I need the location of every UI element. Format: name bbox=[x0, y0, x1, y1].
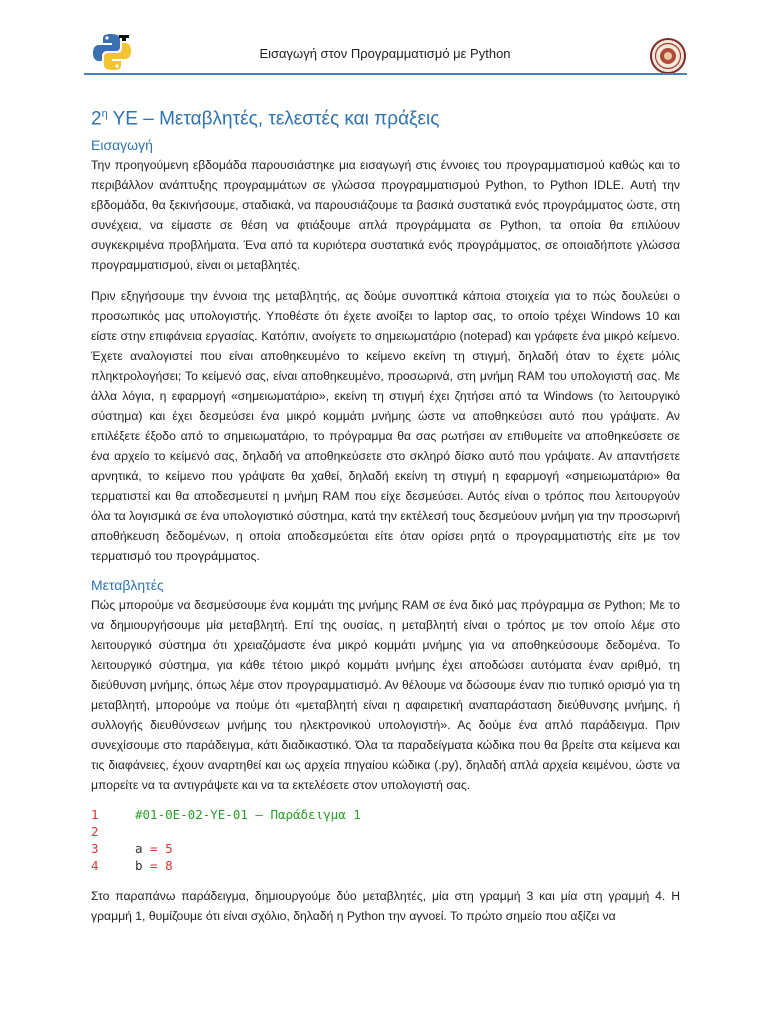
code-line bbox=[91, 857, 680, 874]
line-number: 4 bbox=[91, 858, 99, 874]
code-operator: = bbox=[150, 841, 158, 857]
header-title: Εισαγωγή στον Προγραμματισμό με Python bbox=[259, 46, 511, 61]
section-heading-variables: Μεταβλητές bbox=[91, 577, 164, 594]
code-line bbox=[91, 823, 680, 840]
code-line bbox=[91, 840, 680, 857]
line-number: 3 bbox=[91, 841, 99, 857]
paragraph: Στο παραπάνω παράδειγμα, δημιουργούμε δύο μεταβλητές, μία στη γραμμή 3 και μία στη γραμμή 4. Η γραμμή 1, θυμίζουμε ότι είναι σχόλιο, δηλαδή η Python την αγνοεί. Το πρώτο σημείο που αξίζει να bbox=[91, 889, 680, 924]
document-title: $2^\eta$ ΥΕ – Μεταβλητές, τελεστές και πράξεις bbox=[91, 108, 440, 130]
section-heading-introduction: Εισαγωγή bbox=[91, 137, 153, 154]
code-variable: b bbox=[135, 858, 143, 874]
code-line bbox=[91, 806, 680, 823]
page-header bbox=[84, 28, 686, 74]
code-operator: = bbox=[150, 858, 158, 874]
header-rule bbox=[84, 73, 687, 75]
paragraph: Πριν εξηγήσουμε την έννοια της μεταβλητής, ας δούμε συνοπτικά κάποια στοιχεία για το πώς δουλεύει ο προσωπικός μας υπολογιστής. Υποθέστε ότι έχετε ανοίξει το laptop σας, το οποίο τρέχει Windows 10 και είστε στην επιφάνεια εργασίας. Κατόπιν, ανοίγετε το σημειωματάριο (notepad) και γράφετε ένα μικρό κείμενο. Έχετε αναλογιστεί που είναι αποθηκευμένο το κείμενο εκείνη τη στιγμή, δηλαδή όταν το έχετε μόλις πληκτρολογήσει; Το κείμενό σας, είναι αποθηκευμένο, προσωρινά, στη μνήμη RAM του υπολογιστή σας. Με άλλα λόγια, η εφαρμογή «σημειωματάριο», εκείνη τη στιγμή έχει ζητήσει από τα Windows (το λειτουργικό σύστημα) και έχει δεσμεύσει ένα μικρό κομμάτι μνήμης ώστε να αποθηκεύσει αυτό που γράψατε. Αν επιλέξετε έξοδο από το σημειωματάριο, το πρόγραμμα θα σας ρωτήσει αν επιθυμείτε να αποθηκεύσετε σε ένα αρχείο το κείμενό σας, δηλαδή να αποθηκεύσετε στο σκληρό δίσκο αυτό που γράψατε. Αν απαντήσετε αρνητικά, το κείμενο που γράψατε θα χαθεί, δηλαδή εκείνη τη στιγμή η εφαρμογή «σημειωματάριο» θα τερματιστεί και θα αποδεσμευτεί η μνήμη RAM που είχε δεσμεύσει. Αυτός είναι ο τρόπος που λειτουργούν όλα τα λογισμικά σε ένα υπολογιστικό σύστημα, κατά την εκτέλεσή τους δεσμεύουν μνήμη για την προσωρινή αποθήκευση δεδομένων, η οποία αποδεσμεύεται είτε όταν ορίσει ρητά ο προγραμματιστής είτε με τον τερματισμό του προγράμματος. bbox=[91, 289, 680, 564]
code-block bbox=[91, 806, 680, 874]
document-body bbox=[91, 108, 680, 937]
code-variable: a bbox=[135, 841, 143, 857]
line-number: 2 bbox=[91, 824, 99, 840]
university-seal-icon bbox=[650, 38, 686, 74]
paragraph: Την προηγούμενη εβδομάδα παρουσιάστηκε μια εισαγωγή στις έννοιες του προγραμματισμού καθώς και το περιβάλλον ανάπτυξης προγραμμάτων σε γλώσσα προγραμματισμού Python, το Python IDLE. Αυτή την εβδομάδα, θα ξεκινήσουμε, σταδιακά, να παρουσιάζουμε τα βασικά συστατικά ενός προγράμματος ώστε, στη συνέχεια, να είμαστε σε θέση να φτιάξουμε απλά προγράμματα σε Python, τα οποία θα επιλύουν συγκεκριμένα προβλήματα. Ένα από τα κυριότερα συστατικά ενός προγράμματος, σε οποιαδήποτε γλώσσα προγραμματισμού, είναι οι μεταβλητές. bbox=[91, 158, 680, 273]
code-number: 8 bbox=[165, 858, 173, 874]
paragraph: Πώς μπορούμε να δεσμεύσουμε ένα κομμάτι της μνήμης RAM σε ένα δικό μας πρόγραμμα σε Python; Με το να δημιουργήσουμε μία μεταβλητή. Επί της ουσίας, η μεταβλητή είναι ο τρόπος με τον οποίο λέμε στο λειτουργικό σύστημα ότι χρειαζόμαστε ένα μικρό κομμάτι μνήμης για να αποθηκεύσουμε δεδομένα. Το λειτουργικό σύστημα, για κάθε τέτοιο μικρό κομμάτι μνήμης έχει αποδώσει αυτόματα έναν αριθμό, τη διεύθυνση μνήμης, όπως λέμε στον προγραμματισμό. Αν θέλουμε να δώσουμε έναν πιο τυπικό ορισμό για τη μεταβλητή, μπορούμε να πούμε ότι «μεταβλητή είναι η αφαιρετική αναπαράσταση διεύθυνσης μνήμης, ή συλλογής διευθύνσεων μνήμης του ηλεκτρονικού υπολογιστή». Ας δούμε ένα απλό παράδειγμα. Πριν συνεχίσουμε στο παράδειγμα, κάτι διαδικαστικό. Όλα τα παραδείγματα κώδικα που θα βρείτε στα κείμενα και τις διαφάνειες, έχουν αναρτηθεί και ως αρχεία πηγαίου κώδικα (.py), δηλαδή απλά αρχεία κειμένου, ώστε να μπορείτε να τα αντιγράψετε και να τα εκτελέσετε στον υπολογιστή σας. bbox=[91, 598, 680, 793]
code-number: 5 bbox=[165, 841, 173, 857]
line-number: 1 bbox=[91, 807, 99, 823]
code-comment: #01-ΘΕ-02-ΥΕ-01 – Παράδειγμα 1 bbox=[135, 807, 361, 823]
